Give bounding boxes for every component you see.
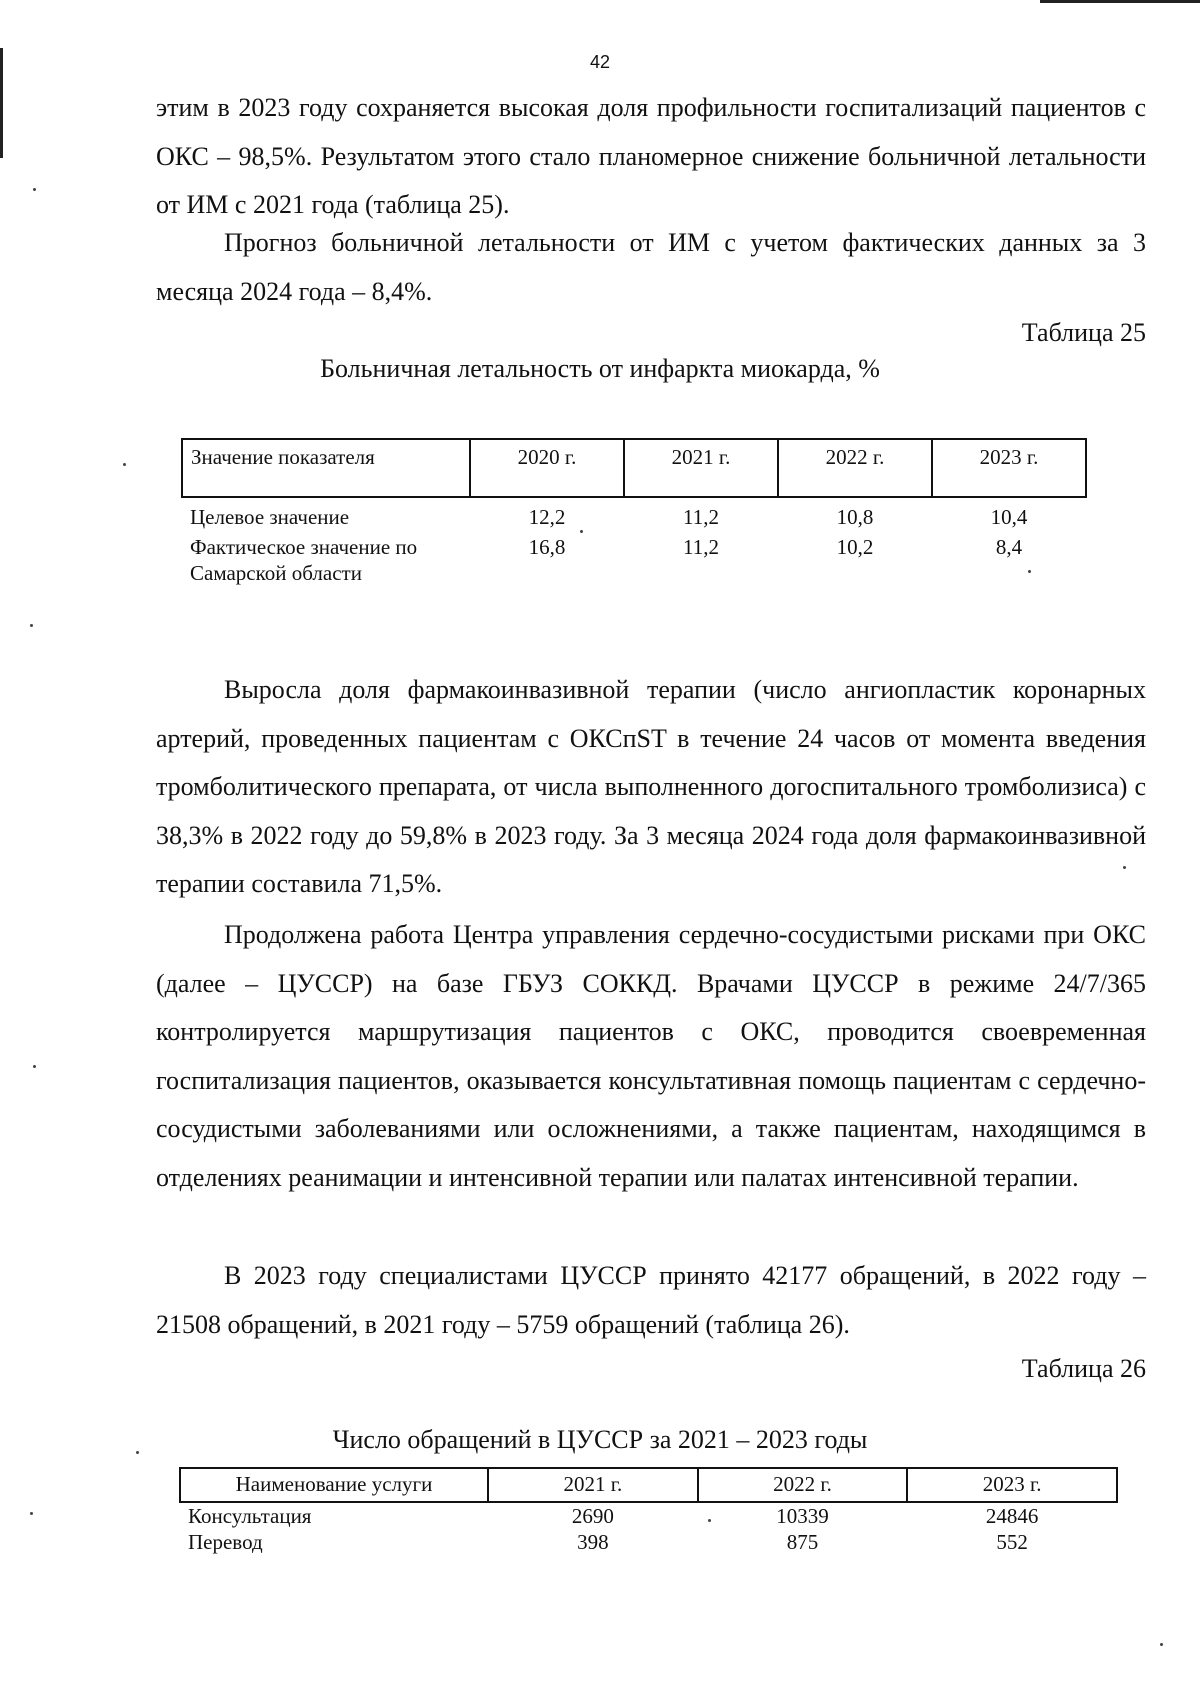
table25-cell: 8,4 bbox=[995, 535, 1023, 559]
scan-speck bbox=[1028, 570, 1031, 573]
table25-header-2020: 2020 г. bbox=[470, 439, 624, 497]
table26-header-row bbox=[180, 1468, 1117, 1502]
scan-speck bbox=[580, 530, 583, 533]
scan-speck bbox=[30, 624, 33, 627]
table25-header-2023: 2023 г. bbox=[932, 439, 1086, 497]
table25-cell: 10,4 bbox=[990, 505, 1028, 529]
table25-mortality bbox=[181, 438, 1087, 588]
table-row bbox=[182, 497, 1086, 532]
table26-header-2021: 2021 г. bbox=[488, 1468, 698, 1502]
table25-header-indicator: Значение показателя bbox=[182, 439, 470, 497]
table26-cell: 2690 bbox=[571, 1504, 614, 1528]
table25-cell: 16,8 bbox=[528, 535, 566, 559]
table-row bbox=[180, 1502, 1117, 1529]
table25-header-2022: 2022 г. bbox=[778, 439, 932, 497]
table26-cell: 398 bbox=[577, 1530, 609, 1554]
table25-cell: 11,2 bbox=[683, 535, 719, 559]
table26-cell: 24846 bbox=[985, 1504, 1039, 1528]
table26-header-2022: 2022 г. bbox=[698, 1468, 908, 1502]
table25-header-row bbox=[182, 439, 1086, 497]
table26-header-2023: 2023 г. bbox=[907, 1468, 1117, 1502]
scan-speck bbox=[123, 463, 126, 466]
table26-cell: 875 bbox=[786, 1530, 819, 1554]
table26-requests bbox=[179, 1467, 1118, 1555]
table26-row-transfer-label: Перевод bbox=[188, 1530, 263, 1554]
table25-title: Больничная летальность от инфаркта миокарда, % bbox=[320, 354, 880, 383]
table26-cell: 552 bbox=[996, 1530, 1028, 1554]
scan-speck bbox=[33, 188, 36, 191]
scan-speck bbox=[30, 1512, 33, 1515]
paragraph-profile-hospitalization: этим в 2023 году сохраняется высокая доля профильности госпитализаций пациентов с ОКС – 98,5%. Результатом этого стало планомерное снижение больничной летальности от ИМ с 2021 года (таблица 25). bbox=[156, 93, 1146, 219]
table25-cell: 12,2 bbox=[528, 505, 566, 529]
table-row bbox=[180, 1529, 1117, 1555]
table-row bbox=[182, 532, 1086, 588]
table25-cell: 10,8 bbox=[836, 505, 874, 529]
table25-label: Таблица 25 bbox=[1021, 318, 1146, 347]
table25-row-target-label: Целевое значение bbox=[190, 505, 350, 529]
scan-speck bbox=[33, 1065, 36, 1068]
paragraph-pharmacoinvasive-therapy: Выросла доля фармакоинвазивной терапии (число ангиопластик коронарных артерий, проведенных пациентам с ОКСпST в течение 24 часов от момента введения тромболитического препарата, от числа выполненного догоспитального тромболизиса) с 38,3% в 2022 году до 59,8% в 2023 году. За 3 месяца 2024 года доля фармакоинвазивной терапии составила 71,5%. bbox=[156, 675, 1146, 898]
page-number: 42 bbox=[589, 52, 611, 72]
table25-cell: 11,2 bbox=[683, 505, 719, 529]
table25-cell: 10,2 bbox=[836, 535, 874, 559]
table26-title: Число обращений в ЦУССР за 2021 – 2023 годы bbox=[332, 1425, 868, 1454]
table26-row-consultation-label: Консультация bbox=[188, 1504, 312, 1528]
scan-speck bbox=[708, 1519, 711, 1522]
table26-label: Таблица 26 bbox=[1021, 1354, 1146, 1383]
paragraph-requests-count: В 2023 году специалистами ЦУССР принято 42177 обращений, в 2022 году – 21508 обращений, в 2021 году – 5759 обращений (таблица 26). bbox=[156, 1261, 1146, 1339]
scan-speck bbox=[136, 1451, 139, 1454]
table26-cell: 10339 bbox=[776, 1504, 829, 1528]
table25-row-actual-label: Фактическое значение по Самарской области bbox=[190, 535, 418, 585]
paragraph-cvd-risk-center: Продолжена работа Центра управления сердечно-сосудистыми рисками при ОКС (далее – ЦУССР) на базе ГБУЗ СОККД. Врачами ЦУССР в режиме 24/7/365 контролируется маршрутизация пациентов с ОКС, проводится своевременная госпитализация пациентов, оказывается консультативная помощь пациентам с сердечно-сосудистыми заболеваниями или осложнениями, а также пациентам, находящимся в отделениях реанимации и интенсивной терапии или палатах интенсивной терапии. bbox=[156, 920, 1146, 1192]
table26-header-service: Наименование услуги bbox=[180, 1468, 488, 1502]
table25-header-2021: 2021 г. bbox=[624, 439, 778, 497]
top-edge-rule bbox=[1040, 0, 1200, 3]
scan-speck bbox=[1123, 866, 1126, 869]
scan-speck bbox=[1160, 1643, 1163, 1646]
paragraph-mortality-forecast: Прогноз больничной летальности от ИМ с учетом фактических данных за 3 месяца 2024 года – 8,4%. bbox=[156, 228, 1146, 306]
